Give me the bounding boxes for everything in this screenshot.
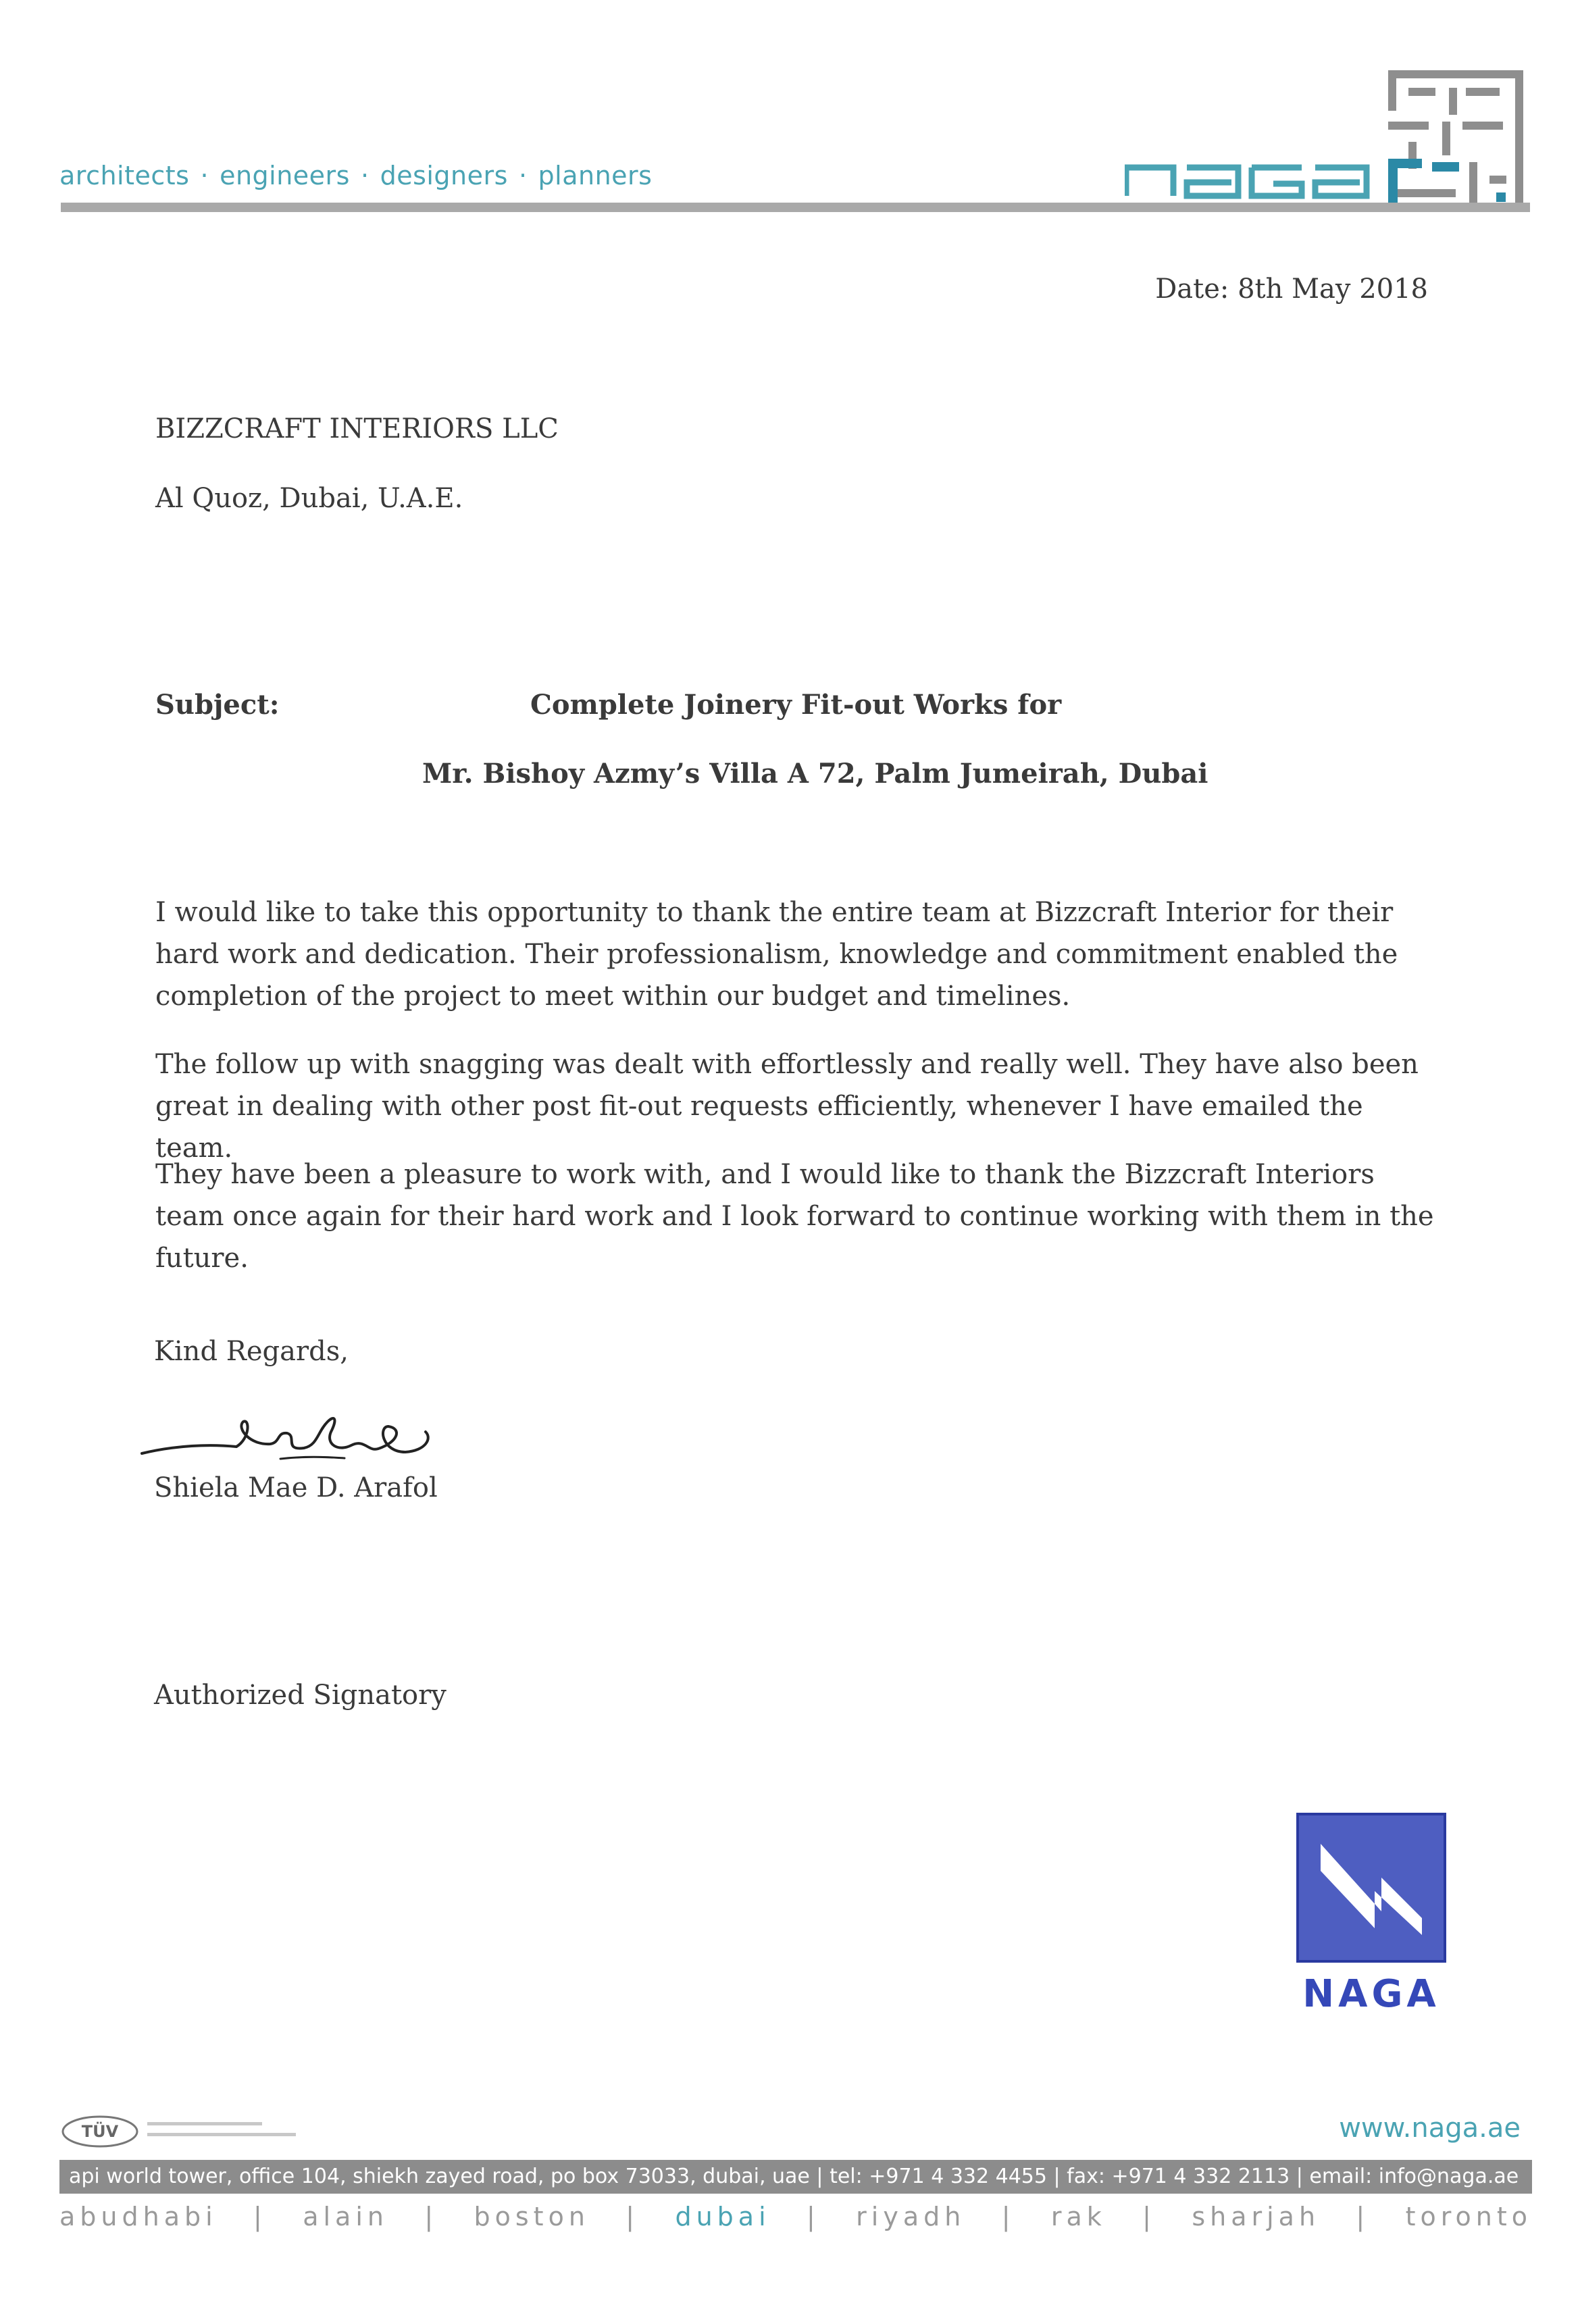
city-dubai: dubai	[675, 2202, 771, 2231]
city-separator: |	[1356, 2202, 1370, 2231]
tagline-separator: ·	[360, 161, 369, 190]
city-separator: |	[626, 2202, 640, 2231]
naga-logo	[1125, 68, 1530, 216]
city-separator: |	[1001, 2202, 1015, 2231]
subject-line-1: Complete Joinery Fit-out Works for	[530, 689, 1062, 721]
closing: Kind Regards,	[154, 1336, 349, 1367]
city-sharjah: sharjah	[1192, 2202, 1321, 2231]
subject-line-2: Mr. Bishoy Azmy’s Villa A 72, Palm Jumeirah, Dubai	[422, 758, 1208, 790]
letter-date: Date: 8th May 2018	[1155, 274, 1428, 305]
stamp-label: NAGA	[1302, 1972, 1440, 2016]
city-list	[59, 2202, 1532, 2231]
tagline-designers: designers	[380, 161, 508, 190]
city-separator: |	[1142, 2202, 1156, 2231]
tagline	[59, 161, 652, 190]
paragraph-3: They have been a pleasure to work with, and I would like to thank the Bizzcraft Interiors team once again for their hard work and I look forward to continue working with them in the future.	[155, 1159, 1434, 1274]
city-separator: |	[253, 2202, 267, 2231]
tuv-certification-logo	[59, 2113, 303, 2153]
footer-address-bar: api world tower, office 104, shiekh zayed road, po box 73033, dubai, uae | tel: +971 4 332 4455 | fax: +971 4 332 2113 | email: info@naga.ae	[59, 2160, 1532, 2194]
company-stamp	[1294, 1810, 1449, 1965]
tagline-architects: architects	[59, 161, 190, 190]
recipient-name: BIZZCRAFT INTERIORS LLC	[155, 413, 559, 444]
city-boston: boston	[474, 2202, 590, 2231]
signer-name: Shiela Mae D. Arafol	[154, 1472, 438, 1503]
header-rule	[61, 203, 1530, 212]
city-rak: rak	[1050, 2202, 1106, 2231]
recipient-address: Al Quoz, Dubai, U.A.E.	[155, 483, 463, 514]
tagline-separator: ·	[518, 161, 528, 190]
subject-label: Subject:	[155, 689, 280, 721]
signer-title: Authorized Signatory	[154, 1680, 447, 1711]
tagline-planners: planners	[538, 161, 653, 190]
handwritten-signature	[135, 1391, 446, 1472]
city-toronto: toronto	[1405, 2202, 1532, 2231]
paragraph-2: The follow up with snagging was dealt with effortlessly and really well. They have also been great in dealing with other post fit-out requests efficiently, whenever I have emailed the team.	[155, 1049, 1419, 1164]
tuv-text: TÜV	[81, 2122, 119, 2141]
tagline-engineers: engineers	[220, 161, 350, 190]
tagline-separator: ·	[200, 161, 209, 190]
city-abudhabi: abudhabi	[59, 2202, 218, 2231]
city-alain: alain	[303, 2202, 388, 2231]
website-link[interactable]: www.naga.ae	[1339, 2113, 1521, 2144]
city-riyadh: riyadh	[856, 2202, 966, 2231]
paragraph-1: I would like to take this opportunity to thank the entire team at Bizzcraft Interior for their hard work and dedication. Their professionalism, knowledge and commitment enabled the completion of the project to meet within our budget and timelines.	[155, 897, 1398, 1012]
city-separator: |	[806, 2202, 820, 2231]
city-separator: |	[424, 2202, 438, 2231]
